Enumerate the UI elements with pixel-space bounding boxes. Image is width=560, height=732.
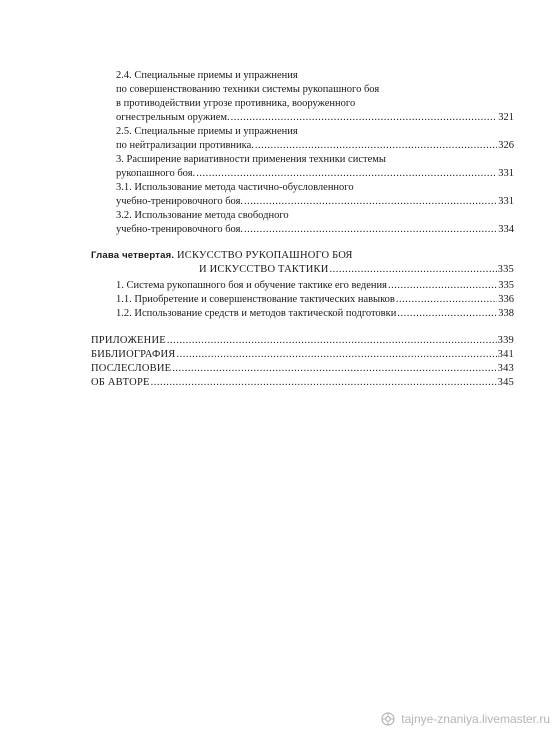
toc-entry-appendix	[91, 335, 514, 347]
toc-entry-4-1-2	[116, 308, 514, 320]
toc-entry-text: учебно-тренировочного боя.	[116, 196, 244, 207]
dot-leader	[172, 363, 496, 375]
watermark-text: tajnye-znaniya.livemaster.ru	[401, 712, 550, 726]
toc-page-number: 339	[497, 335, 514, 346]
livemaster-logo-icon	[381, 712, 395, 726]
toc-3-2-line-1: 3.2. Использование метода свободного	[116, 210, 289, 221]
watermark	[381, 712, 550, 726]
toc-entry-text: по нейтрализации противника.	[116, 140, 254, 151]
toc-entry-text: ПРИЛОЖЕНИЕ	[91, 335, 166, 346]
dot-leader	[255, 140, 497, 152]
dot-leader	[244, 196, 497, 208]
toc-entry-3-2	[116, 224, 514, 236]
toc-entry-about-author	[91, 377, 514, 389]
dot-leader	[388, 280, 497, 292]
dot-leader	[151, 377, 497, 389]
toc-page-number: 326	[498, 140, 514, 151]
toc-2-4-line-3: в противодействии угрозе противника, вооруженного	[116, 98, 356, 109]
dot-leader	[176, 349, 496, 361]
toc-entry-text: 1.2. Использование средств и методов тактической подготовки	[116, 308, 397, 319]
toc-2-4-line-1: 2.4. Специальные приемы и упражнения	[116, 70, 298, 81]
chapter-4-label: Глава четвертая.	[91, 250, 175, 261]
toc-entry-2-5	[116, 140, 514, 152]
toc-entry-text: учебно-тренировочного боя.	[116, 224, 244, 235]
toc-entry-text: огнестрельным оружием.	[116, 112, 230, 123]
toc-page-number: 336	[498, 294, 514, 305]
toc-entry-3	[116, 168, 514, 180]
dot-leader	[330, 264, 497, 276]
toc-entry-text: 1. Система рукопашного боя и обучение тактике его ведения	[116, 280, 387, 291]
dot-leader	[167, 335, 497, 347]
dot-leader	[196, 168, 497, 180]
toc-entry-bibliography	[91, 349, 514, 361]
toc-entry-4-1-1	[116, 294, 514, 306]
chapter-4-title-line-2: И ИСКУССТВО ТАКТИКИ	[199, 264, 329, 275]
toc-entry-chapter-4	[199, 264, 514, 276]
toc-entry-3-1	[116, 196, 514, 208]
toc-2-4-line-2: по совершенствованию техники системы рукопашного боя	[116, 84, 380, 95]
toc-entry-text: 1.1. Приобретение и совершенствование тактических навыков	[116, 294, 395, 305]
toc-page-number: 335	[498, 280, 514, 291]
toc-2-5-line-1: 2.5. Специальные приемы и упражнения	[116, 126, 298, 137]
dot-leader	[397, 308, 497, 320]
toc-entry-afterword	[91, 363, 514, 375]
chapter-4-heading	[91, 250, 353, 262]
toc-page-number: 338	[498, 308, 514, 319]
toc-page-number: 345	[497, 377, 514, 388]
dot-leader	[231, 112, 498, 124]
toc-page-number: 341	[497, 349, 514, 360]
toc-3-line-1: 3. Расширение вариативности применения техники системы	[116, 154, 386, 165]
toc-entry-text: ПОСЛЕСЛОВИЕ	[91, 363, 172, 374]
toc-entry-2-4	[116, 112, 514, 124]
toc-page-number: 343	[497, 363, 514, 374]
dot-leader	[244, 224, 497, 236]
dot-leader	[396, 294, 497, 306]
toc-entry-text: БИБЛИОГРАФИЯ	[91, 349, 176, 360]
chapter-4-title-line-1: ИСКУССТВО РУКОПАШНОГО БОЯ	[174, 250, 353, 261]
toc-page-number: 331	[498, 168, 514, 179]
toc-entry-4-1	[116, 280, 514, 292]
toc-page-number: 334	[498, 224, 514, 235]
toc-3-1-line-1: 3.1. Использование метода частично-обусловленного	[116, 182, 354, 193]
toc-entry-text: ОБ АВТОРЕ	[91, 377, 150, 388]
toc-page-number: 335	[497, 264, 514, 275]
toc-page-number: 321	[498, 112, 514, 123]
toc-entry-text: рукопашного боя.	[116, 168, 196, 179]
toc-page-number: 331	[498, 196, 514, 207]
